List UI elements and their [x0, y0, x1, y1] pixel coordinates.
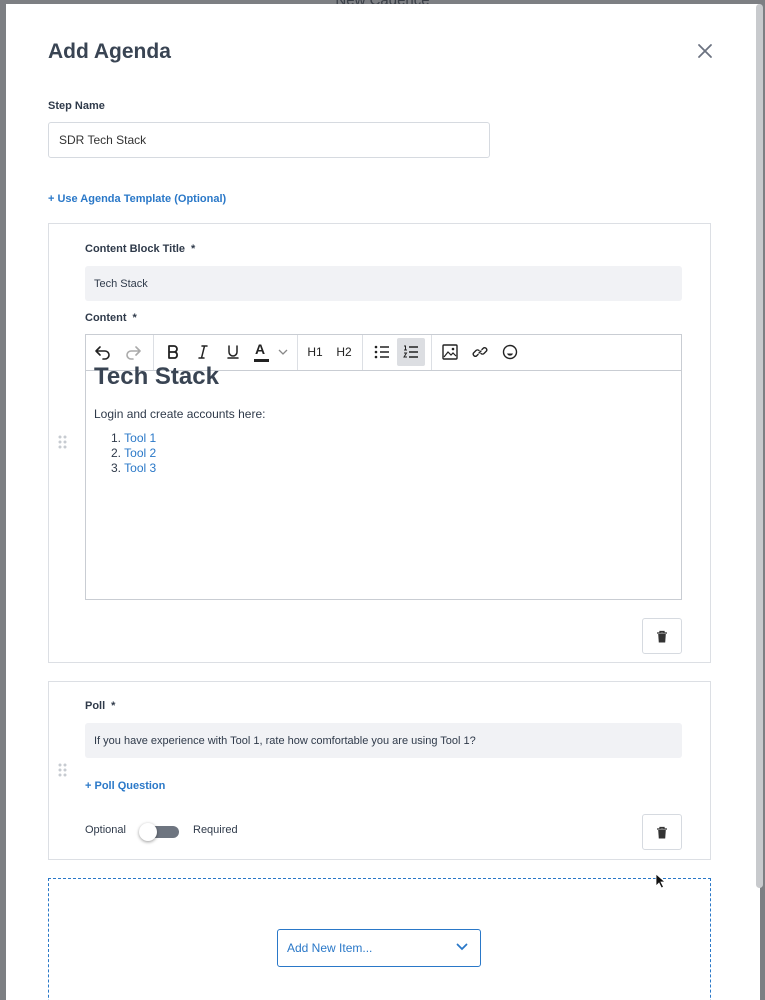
add-agenda-modal [6, 4, 760, 1000]
required-asterisk: * [191, 243, 196, 255]
content-block-title-input[interactable]: Tech Stack [85, 266, 682, 301]
bold-button[interactable] [159, 338, 187, 366]
required-label: Required [193, 824, 238, 836]
scrollbar[interactable] [756, 4, 763, 888]
toggle-knob [139, 823, 157, 841]
toolbar-divider [297, 335, 298, 370]
required-asterisk: * [132, 312, 137, 324]
document-heading[interactable]: Tech Stack [94, 363, 219, 390]
redo-button[interactable] [119, 338, 147, 366]
close-icon [694, 40, 716, 62]
close-button[interactable] [694, 40, 716, 62]
underline-button[interactable] [219, 338, 247, 366]
emoji-icon [502, 344, 518, 360]
text-color-letter: A [255, 341, 266, 357]
use-agenda-template-link[interactable]: + Use Agenda Template (Optional) [48, 193, 227, 205]
required-toggle[interactable] [139, 823, 179, 841]
insert-image-button[interactable] [436, 338, 464, 366]
trash-icon [656, 630, 668, 643]
add-new-item-label: Add New Item... [287, 941, 373, 955]
numbered-list-icon [403, 345, 419, 359]
content-block-title-text: Content Block Title [85, 243, 186, 255]
toolbar-divider [362, 335, 363, 370]
numbered-list-button[interactable] [397, 338, 425, 366]
delete-content-block-button[interactable] [642, 618, 682, 654]
image-icon [442, 344, 458, 360]
underline-icon [226, 344, 240, 360]
add-poll-question-link[interactable]: + Poll Question [85, 780, 166, 792]
italic-icon [196, 344, 210, 360]
modal-title: Add Agenda [48, 40, 171, 63]
bullet-list-button[interactable] [368, 338, 396, 366]
content-label [85, 312, 137, 324]
list-item-number: 2. [111, 446, 122, 460]
poll-label [85, 700, 115, 712]
text-color-swatch [254, 359, 269, 362]
heading-1-button[interactable]: H1 [307, 345, 323, 359]
italic-button[interactable] [189, 338, 217, 366]
list-item [111, 461, 156, 476]
list-item [111, 431, 156, 446]
undo-button[interactable] [89, 338, 117, 366]
list-item [111, 446, 156, 461]
content-label-text: Content [85, 312, 127, 324]
mouse-cursor-icon [655, 873, 667, 889]
link-icon [472, 344, 488, 360]
drag-handle-icon[interactable] [58, 435, 68, 449]
chevron-down-icon [456, 942, 468, 952]
bullet-list-icon [374, 345, 390, 359]
required-asterisk: * [111, 700, 116, 712]
bold-icon [166, 344, 180, 360]
redo-icon [124, 343, 142, 361]
drag-handle-icon[interactable] [58, 763, 68, 777]
poll-question-input[interactable]: If you have experience with Tool 1, rate how comfortable you are using Tool 1? [85, 723, 682, 758]
list-item-link[interactable]: Tool 1 [124, 431, 157, 445]
heading-2-button[interactable]: H2 [336, 345, 352, 359]
list-item-number: 3. [111, 461, 122, 475]
add-new-item-select[interactable] [277, 929, 481, 967]
delete-poll-button[interactable] [642, 814, 682, 850]
trash-icon [656, 826, 668, 839]
poll-label-text: Poll [85, 700, 106, 712]
undo-icon [94, 343, 112, 361]
step-name-label: Step Name [48, 100, 105, 112]
chevron-down-icon [278, 348, 288, 356]
insert-link-button[interactable] [466, 338, 494, 366]
text-color-button[interactable] [249, 338, 295, 366]
step-name-input[interactable]: SDR Tech Stack [48, 122, 490, 158]
list-item-link[interactable]: Tool 2 [124, 446, 157, 460]
document-ordered-list [111, 431, 156, 476]
content-block-title-label [85, 243, 195, 255]
list-item-number: 1. [111, 431, 122, 445]
toolbar-divider [431, 335, 432, 370]
document-paragraph[interactable]: Login and create accounts here: [94, 407, 266, 421]
list-item-link[interactable]: Tool 3 [124, 461, 157, 475]
rich-text-editor [85, 334, 682, 600]
insert-emoji-button[interactable] [496, 338, 524, 366]
optional-label: Optional [85, 824, 126, 836]
